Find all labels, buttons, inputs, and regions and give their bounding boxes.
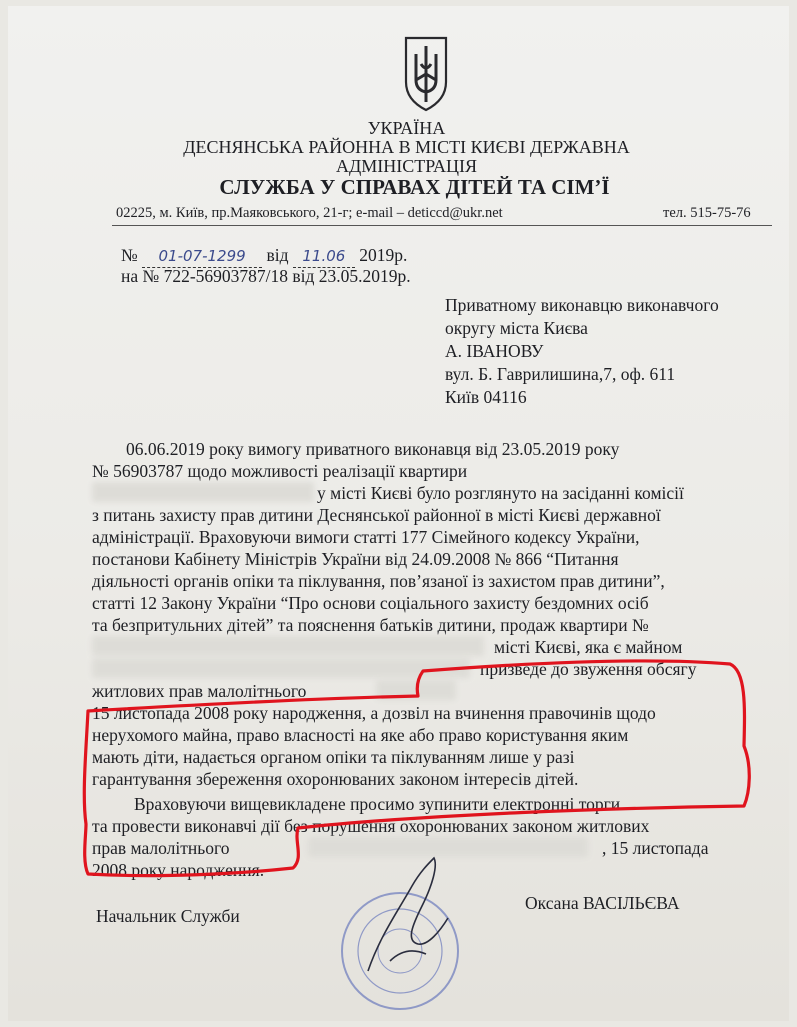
signatory-name: Оксана ВАСІЛЬЄВА [525,893,680,913]
recipient-city: Київ 04116 [445,387,527,407]
body-line-9: та безпритульних дітей” та пояснення батьків дитини, продаж квартири № [92,615,649,635]
overlay-marks [8,6,789,1021]
body-line-17: Враховуючи вищевикладене просимо зупинити електронні торги [134,794,621,814]
body-line-19a: прав малолітнього [92,838,230,858]
reply-reference: на № 722-56903787/18 від 23.05.2019р. [121,266,411,286]
body-line-12: житлових прав малолітнього [92,681,307,701]
country-name: УКРАЇНА [367,118,446,138]
recipient-line1: Приватному виконавцю виконавчого [445,295,719,315]
recipient-line2: округу міста Києва [445,318,588,338]
body-line-3: у місті Києві було розглянуто на засіданні комісії [317,483,684,503]
body-line-8: статті 12 Закону України “Про основи соціального захисту бездомних осіб [92,593,649,613]
round-stamp-icon [342,893,458,1009]
body-line-6: постанови Кабінету Міністрів України від 24.09.2008 № 866 “Питання [92,549,619,569]
number-prefix: № [121,245,138,265]
red-highlight-outline [84,661,749,876]
date-prefix: від [266,245,289,265]
body-line-14: нерухомого майна, право власності на яке або право користування яким [92,725,629,745]
body-line-15: мають діти, надається органом опіки та піклуванням лише у разі [92,747,575,767]
body-line-18: та провести виконавчі дії без порушення охоронюваних законом житлових [92,816,650,836]
body-line-2: № 56903787 щодо можливості реалізації квартири [92,461,468,481]
body-line-11: призведе до звуження обсягу [480,659,697,679]
recipient-name: А. ІВАНОВУ [445,341,544,361]
ref-year: 2019р. [359,245,408,265]
signatory-position: Начальник Служби [96,906,240,926]
document-page [8,6,789,1021]
org-address: 02225, м. Київ, пр.Маяковського, 21-г; e-mail – deticcd@ukr.net [116,205,503,221]
handwritten-date: 11.06 [293,245,355,268]
body-line-5: адміністрації. Враховуючи вимоги статті 177 Сімейного кодексу України, [92,527,640,547]
org-name-line2: АДМІНІСТРАЦІЯ [336,156,477,176]
service-name: СЛУЖБА У СПРАВАХ ДІТЕЙ ТА СІМ’Ї [219,175,610,199]
body-line-13: 15 листопада 2008 року народження, а дозвіл на вчинення правочинів щодо [92,703,656,723]
body-line-20: 2008 року народження. [92,860,265,880]
body-line-7: діяльності органів опіки та піклування, пов’язаної із захистом прав дитини”, [92,571,665,591]
body-line-10: місті Києві, яка є майном [494,637,683,657]
body-line-4: з питань захисту прав дитини Деснянської районної в місті Києві державної [92,505,661,525]
body-line-19b: , 15 листопада [602,838,709,858]
recipient-street: вул. Б. Гаврилишина,7, оф. 611 [445,364,676,384]
body-line-16: гарантування збереження охоронюваних законом інтересів дітей. [92,769,579,789]
body-line-1: 06.06.2019 року вимогу приватного виконавця від 23.05.2019 року [126,439,620,459]
org-name-line1: ДЕСНЯНСЬКА РАЙОННА В МІСТІ КИЄВІ ДЕРЖАВНА [183,137,630,157]
org-phone: тел. 515-75-76 [663,205,751,221]
handwritten-number: 01-07-1299 [142,245,262,268]
